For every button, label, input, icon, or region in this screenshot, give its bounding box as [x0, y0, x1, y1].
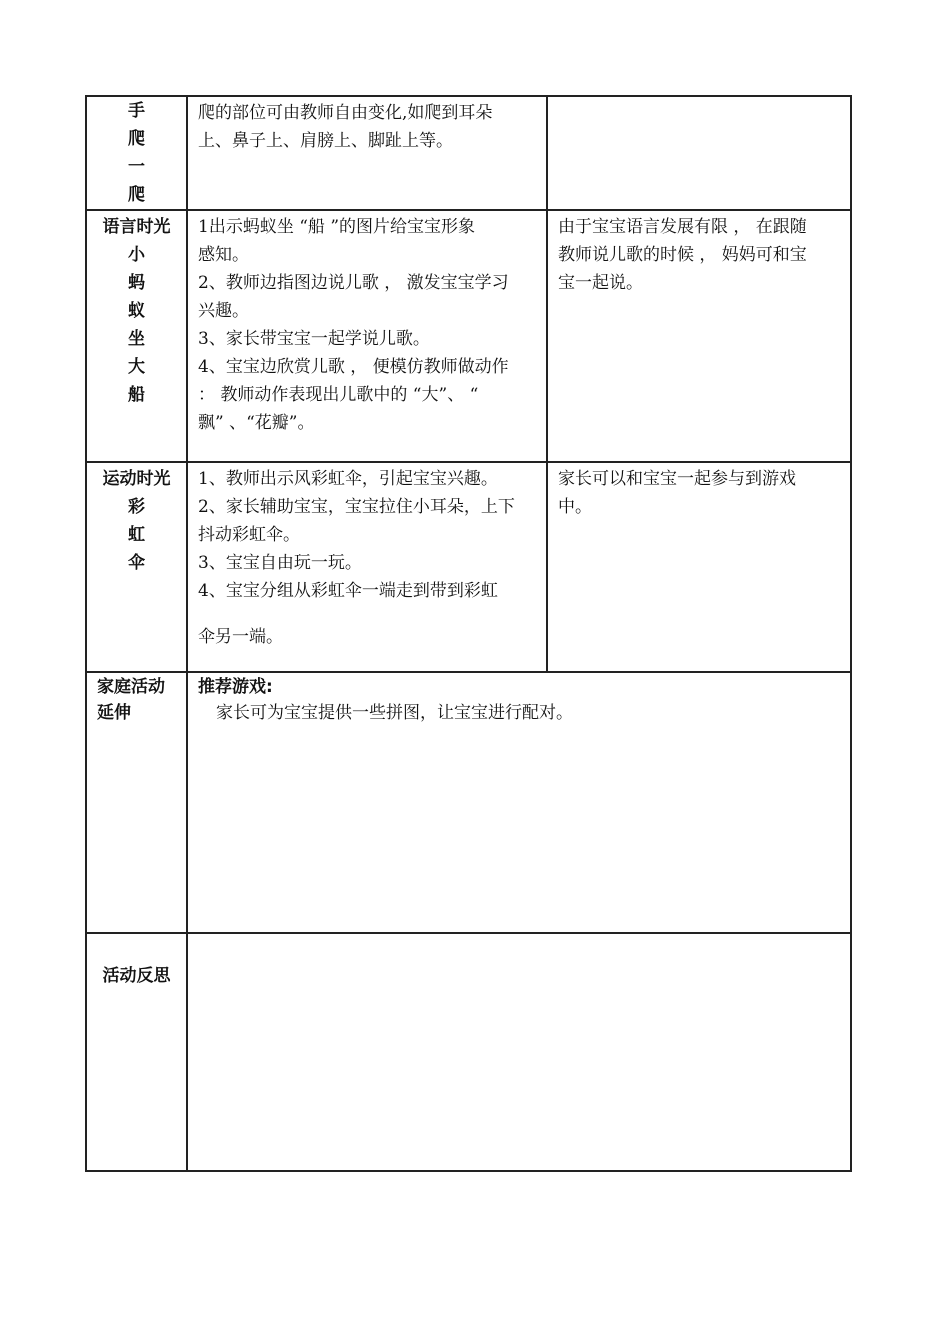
title-char: 大 — [128, 357, 145, 377]
content-line: 2、家长辅助宝宝，宝宝拉住小耳朵，上下 — [198, 497, 515, 517]
family-text: 家长可为宝宝提供一些拼图，让宝宝进行配对。 — [216, 703, 573, 723]
row-sport-note — [547, 462, 851, 672]
row-reflection — [86, 933, 851, 1171]
row-family-content — [187, 672, 851, 933]
row-crawl-note — [547, 96, 851, 210]
content-line: 1出示蚂蚁坐 “船 ”的图片给宝宝形象 — [198, 217, 476, 237]
content-line: 伞另一端。 — [198, 627, 283, 647]
row-sport-content — [187, 462, 547, 672]
note-line: 由于宝宝语言发展有限 ， 在跟随 — [558, 217, 807, 237]
row-crawl-label — [86, 96, 187, 210]
title-char: 彩 — [128, 497, 145, 517]
row-family-label — [86, 672, 187, 933]
content-line: 4、宝宝边欣赏儿歌 ， 便模仿教师做动作 — [198, 357, 509, 377]
content-line: 感知。 — [198, 245, 249, 265]
row-crawl — [86, 96, 851, 210]
content-line: 3、宝宝自由玩一玩。 — [198, 553, 362, 573]
section-title: 活动反思 — [102, 966, 171, 986]
title-char: 蚂 — [128, 273, 145, 293]
title-char: 爬 — [128, 129, 145, 149]
note-line: 宝一起说。 — [558, 273, 643, 293]
row-family — [86, 672, 851, 933]
content-line: 飘” 、“花瓣”。 — [198, 413, 315, 433]
title-char: 蚁 — [128, 301, 145, 321]
row-language-content — [187, 210, 547, 462]
content-line: 兴趣。 — [198, 301, 249, 321]
row-crawl-content — [187, 96, 547, 210]
family-heading: 推荐游戏: — [198, 677, 273, 697]
content-line: 抖动彩虹伞。 — [198, 525, 300, 545]
lesson-plan-page — [85, 95, 850, 1172]
lesson-plan-table — [85, 95, 852, 1172]
section-title-line: 延伸 — [97, 703, 131, 723]
section-title-line: 家庭活动 — [97, 677, 165, 697]
row-reflection-content — [187, 933, 851, 1171]
row-language — [86, 210, 851, 462]
section-title: 语言时光 — [102, 217, 171, 237]
content-line: ： 教师动作表现出儿歌中的 “大”、 “ — [198, 385, 479, 405]
row-sport-label — [86, 462, 187, 672]
note-line: 教师说儿歌的时候 ， 妈妈可和宝 — [558, 245, 807, 265]
content-line: 上、鼻子上、肩膀上、脚趾上等。 — [198, 131, 453, 151]
content-line: 1、教师出示风彩虹伞，引起宝宝兴趣。 — [198, 469, 498, 489]
title-char: 爬 — [128, 185, 145, 205]
title-char: 伞 — [128, 553, 145, 573]
title-char: 一 — [128, 157, 145, 177]
content-line: 4、宝宝分组从彩虹伞一端走到带到彩虹 — [198, 581, 498, 601]
title-char: 船 — [128, 385, 145, 405]
row-sport — [86, 462, 851, 672]
section-title: 运动时光 — [102, 469, 171, 489]
row-language-note — [547, 210, 851, 462]
title-char: 虹 — [128, 525, 145, 545]
note-line: 家长可以和宝宝一起参与到游戏 — [558, 469, 796, 489]
content-line: 2、教师边指图边说儿歌 ， 激发宝宝学习 — [198, 273, 509, 293]
content-line: 3、家长带宝宝一起学说儿歌。 — [198, 329, 430, 349]
row-reflection-label — [86, 933, 187, 1171]
note-line: 中。 — [558, 497, 592, 517]
title-char: 小 — [128, 245, 145, 265]
title-char: 手 — [128, 101, 145, 121]
content-line: 爬的部位可由教师自由变化,如爬到耳朵 — [198, 103, 493, 123]
title-char: 坐 — [128, 329, 145, 349]
row-language-label — [86, 210, 187, 462]
